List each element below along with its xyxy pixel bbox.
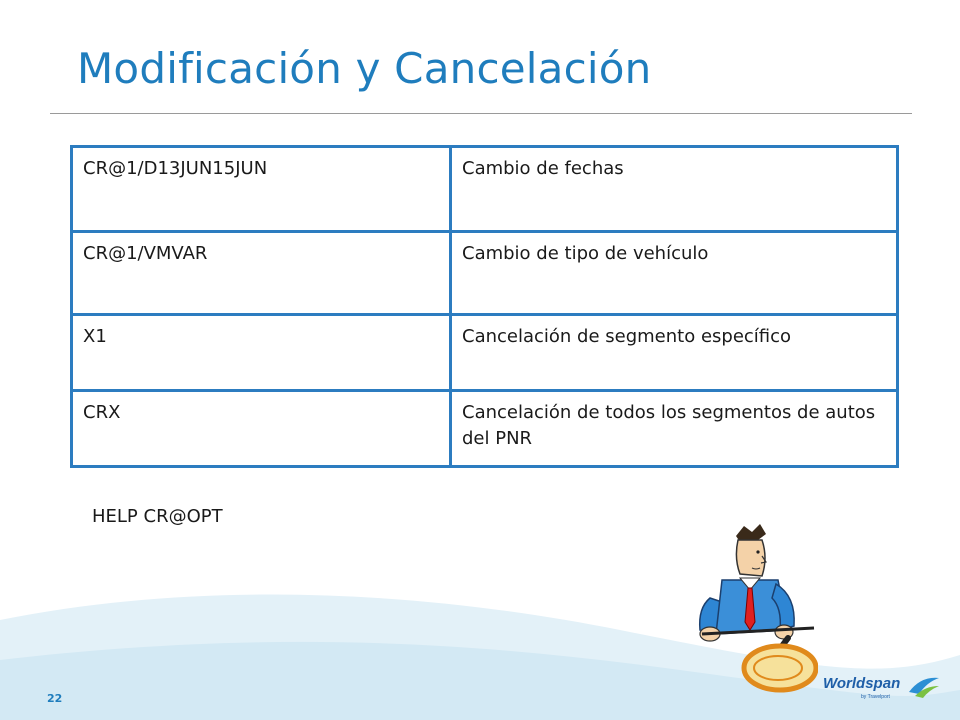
- table-row: [72, 147, 898, 232]
- table-row: [72, 391, 898, 467]
- page-number: 22: [47, 692, 63, 705]
- command-cell: CR@1/D13JUN15JUN: [72, 147, 451, 232]
- command-cell: CR@1/VMVAR: [72, 232, 451, 315]
- commands-table: [70, 145, 899, 468]
- person-with-magnifier-clipart: [688, 518, 818, 700]
- description-cell: Cambio de fechas: [451, 147, 898, 232]
- help-command-text: HELP CR@OPT: [92, 506, 223, 527]
- worldspan-logo: [823, 672, 943, 706]
- description-cell: Cancelación de todos los segmentos de autos del PNR: [451, 391, 898, 467]
- slide-title: Modificación y Cancelación: [77, 44, 652, 93]
- logo-swoosh-icon: [907, 672, 941, 700]
- logo-wordmark: Worldspan: [823, 675, 901, 692]
- logo-tagline: by Travelport: [861, 694, 890, 700]
- command-cell: X1: [72, 315, 451, 391]
- table-row: [72, 232, 898, 315]
- title-divider: [50, 113, 912, 114]
- table-row: [72, 315, 898, 391]
- description-cell: Cancelación de segmento específico: [451, 315, 898, 391]
- description-cell: Cambio de tipo de vehículo: [451, 232, 898, 315]
- command-cell: CRX: [72, 391, 451, 467]
